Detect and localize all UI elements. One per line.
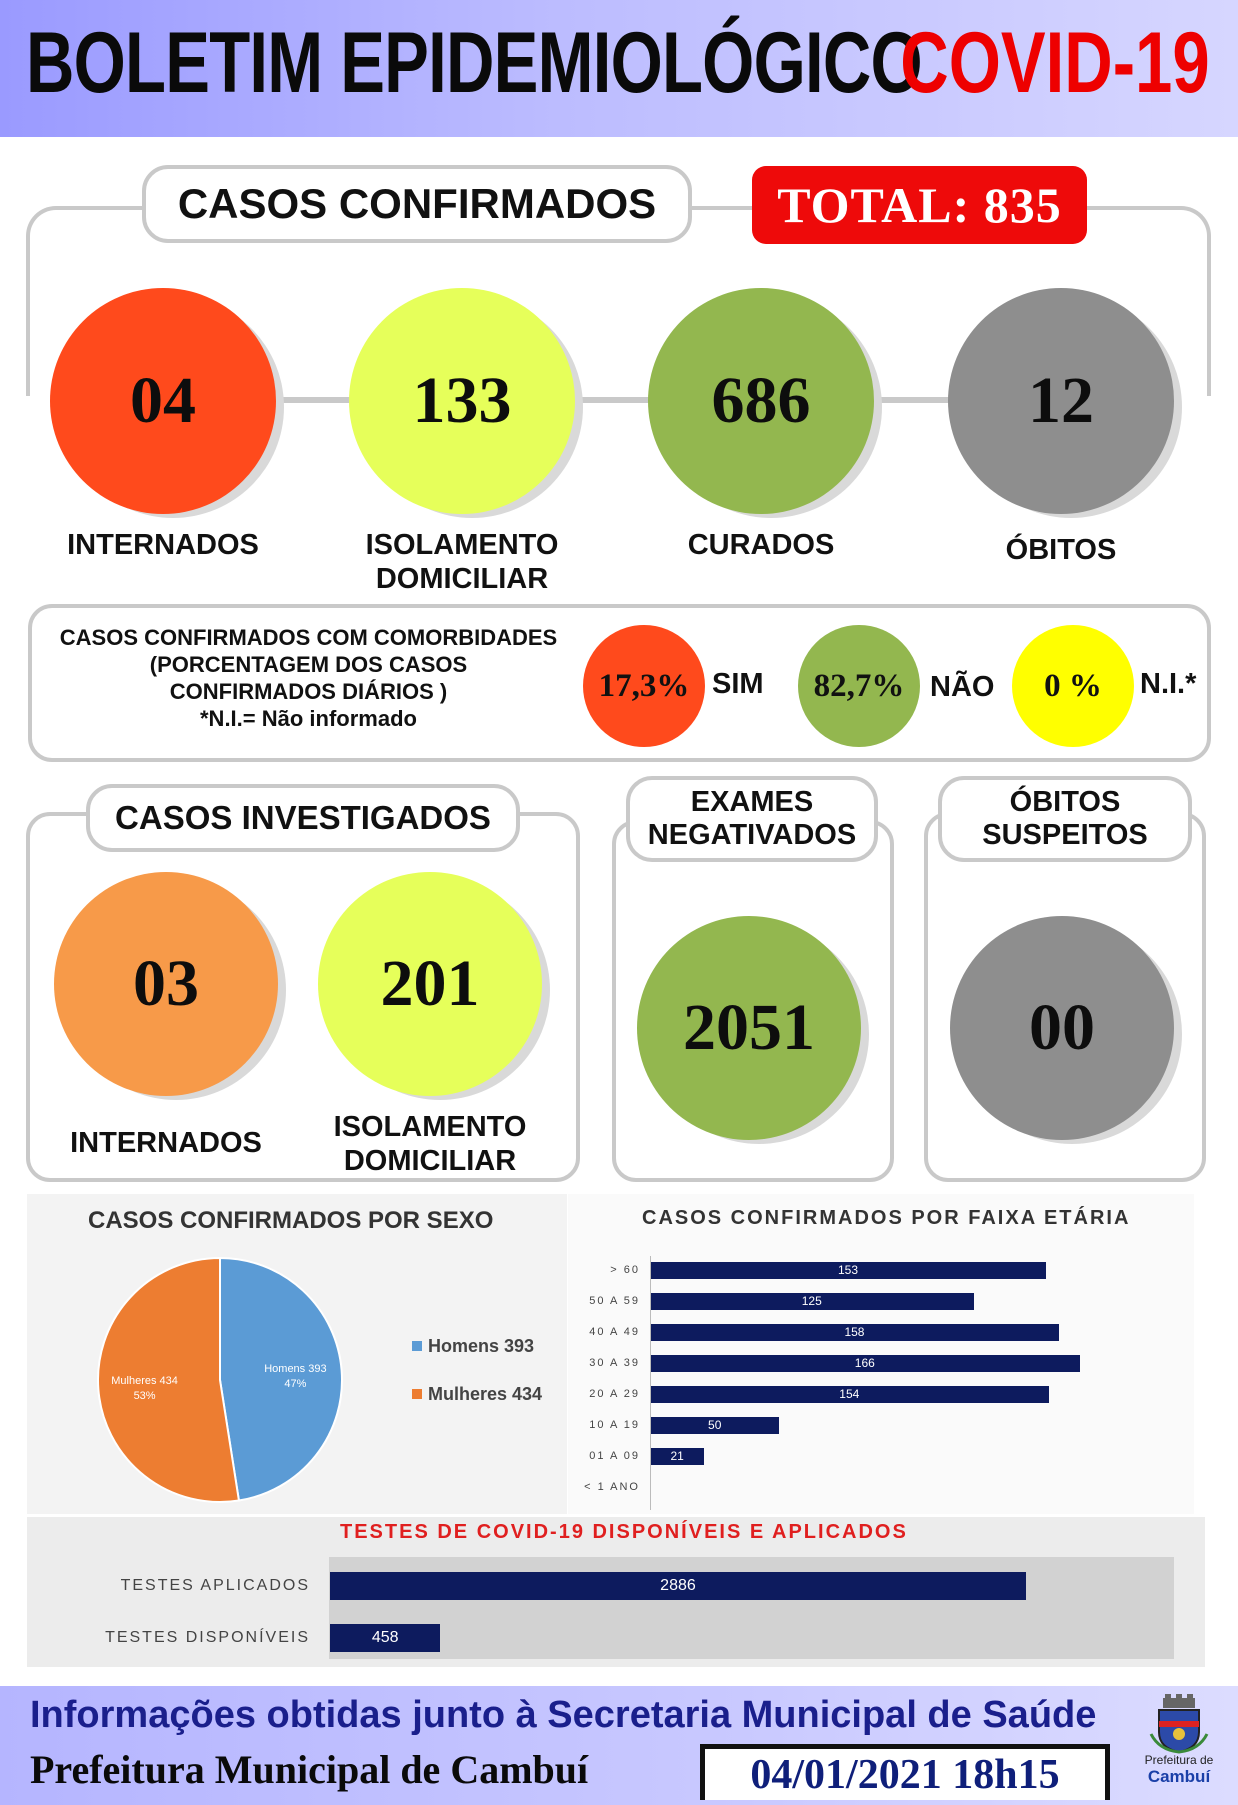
data-label: 166 [854, 1356, 875, 1370]
confirmed-home-isolation-label-line2: DOMICILIAR [375, 563, 549, 595]
tick-label: 40 A 49 [589, 1326, 640, 1338]
comorbidity-ni-value: 0 % [1044, 667, 1102, 704]
tick-label: 30 A 39 [589, 1357, 640, 1369]
confirmed-hospitalized-circle [50, 288, 276, 514]
y-axis-line [650, 1256, 651, 1510]
suspected-deaths-value: 00 [1029, 991, 1095, 1064]
logo-text-line2: Cambuí [1147, 1767, 1211, 1786]
footer-city: Prefeitura Municipal de Cambuí [30, 1747, 589, 1792]
legend-label-women: Mulheres 434 [428, 1383, 543, 1404]
suspected-deaths-heading [938, 776, 1192, 862]
tick-label: TESTES DISPONÍVEIS [105, 1629, 310, 1646]
confirmed-cured-circle [648, 288, 874, 514]
city-logo [1130, 1694, 1228, 1804]
page-title: BOLETIM EPIDEMIOLÓGICO [26, 15, 922, 111]
data-label: 125 [801, 1294, 822, 1308]
sex-legend [412, 1332, 562, 1408]
investigated-hospitalized-circle [54, 872, 278, 1096]
tests-bar-chart [60, 1557, 1174, 1659]
sex-pie-chart [90, 1250, 350, 1510]
footer [0, 1686, 1238, 1805]
legend-item-women [412, 1380, 562, 1408]
data-label: 153 [837, 1263, 859, 1277]
tick-label: > 60 [610, 1264, 640, 1276]
comorbidity-ni-label: N.I.* [1140, 668, 1197, 700]
comorbidities-description [36, 624, 581, 732]
investigated-home-isolation-label-line2: DOMICILIAR [343, 1145, 517, 1177]
investigated-home-isolation-value: 201 [380, 947, 480, 1020]
comorbidities-line2: (PORCENTAGEM DOS CASOS [149, 652, 468, 677]
tick-label: 10 A 19 [589, 1419, 640, 1431]
legend-swatch-women [412, 1389, 422, 1399]
data-label: 458 [371, 1629, 399, 1646]
suspected-deaths-heading-line1: ÓBITOS [1009, 786, 1121, 818]
page-title-highlight: COVID-19 [900, 15, 1210, 111]
logo-text-line1: Prefeitura de [1144, 1753, 1214, 1767]
comorbidities-line4: *N.I.= Não informado [200, 706, 417, 731]
investigated-heading: CASOS INVESTIGADOS [86, 784, 520, 852]
negative-exams-circle [637, 916, 861, 1140]
negative-exams-heading [626, 776, 878, 862]
pie-slice-homens [220, 1258, 342, 1501]
age-chart-title: CASOS CONFIRMADOS POR FAIXA ETÁRIA [642, 1207, 1131, 1229]
age-bar-chart [578, 1252, 1178, 1502]
tick-label: < 1 ANO [584, 1481, 640, 1493]
comorbidity-ni-circle [1012, 625, 1134, 747]
footer-source: Informações obtidas junto à Secretaria Municipal de Saúde [30, 1694, 1097, 1736]
comorbidities-line3: CONFIRMADOS DIÁRIOS ) [169, 679, 448, 704]
negative-exams-value: 2051 [683, 991, 815, 1064]
tick-label: 01 A 09 [589, 1450, 640, 1462]
coat-of-arms-icon [1149, 1694, 1209, 1754]
tick-label: 50 A 59 [589, 1295, 640, 1307]
total-badge: TOTAL: 835 [752, 166, 1087, 244]
confirmed-home-isolation-value: 133 [412, 364, 512, 437]
sex-chart-title: CASOS CONFIRMADOS POR SEXO [88, 1207, 494, 1234]
comorbidity-no-value: 82,7% [813, 667, 905, 704]
confirmed-hospitalized-value: 04 [130, 364, 196, 437]
legend-label-men: Homens 393 [428, 1335, 535, 1356]
tick-label: TESTES APLICADOS [120, 1577, 310, 1594]
investigated-home-isolation-label [300, 1110, 560, 1178]
confirmed-home-isolation-label [330, 528, 594, 596]
confirmed-home-isolation-circle [349, 288, 575, 514]
data-label: 154 [839, 1387, 860, 1401]
data-label: 50 [708, 1418, 722, 1432]
investigated-home-isolation-circle [318, 872, 542, 1096]
negative-exams-heading-line2: NEGATIVADOS [647, 819, 857, 851]
footer-datetime: 04/01/2021 18h15 [700, 1744, 1110, 1800]
header-banner [0, 0, 1238, 137]
pie-label-mulheres: Mulheres 434 [111, 1374, 178, 1387]
pie-percent-homens: 47% [284, 1378, 307, 1391]
confirmed-cured-label: CURADOS [687, 529, 835, 561]
comorbidities-line1: CASOS CONFIRMADOS COM COMORBIDADES [59, 625, 558, 650]
legend-item-men [412, 1332, 562, 1360]
data-label: 2886 [660, 1577, 696, 1594]
confirmed-home-isolation-label-line1: ISOLAMENTO [365, 529, 559, 561]
pie-label-homens: Homens 393 [264, 1363, 327, 1376]
tick-label: 20 A 29 [589, 1388, 640, 1400]
confirmed-deaths-value: 12 [1028, 364, 1094, 437]
comorbidity-no-label: NÃO [930, 671, 995, 703]
confirmed-deaths-label: ÓBITOS [1005, 534, 1117, 566]
data-label: 158 [844, 1325, 865, 1339]
confirmed-cured-value: 686 [711, 364, 811, 437]
comorbidity-yes-value: 17,3% [598, 667, 690, 704]
pie-percent-mulheres: 53% [133, 1389, 156, 1402]
data-label: 21 [670, 1449, 684, 1463]
comorbidity-no-circle [798, 625, 920, 747]
suspected-deaths-heading-line2: SUSPEITOS [982, 819, 1148, 851]
legend-swatch-men [412, 1341, 422, 1351]
confirmed-heading: CASOS CONFIRMADOS [142, 165, 692, 243]
investigated-hospitalized-value: 03 [133, 947, 199, 1020]
comorbidity-yes-label: SIM [712, 668, 764, 700]
tests-chart-title: TESTES DE COVID-19 DISPONÍVEIS E APLICADOS [340, 1521, 908, 1543]
investigated-hospitalized-label: INTERNADOS [70, 1127, 262, 1159]
confirmed-hospitalized-label: INTERNADOS [67, 529, 259, 561]
suspected-deaths-circle [950, 916, 1174, 1140]
comorbidity-yes-circle [583, 625, 705, 747]
negative-exams-heading-line1: EXAMES [690, 786, 814, 818]
confirmed-deaths-circle [948, 288, 1174, 514]
investigated-home-isolation-label-line1: ISOLAMENTO [333, 1111, 527, 1143]
